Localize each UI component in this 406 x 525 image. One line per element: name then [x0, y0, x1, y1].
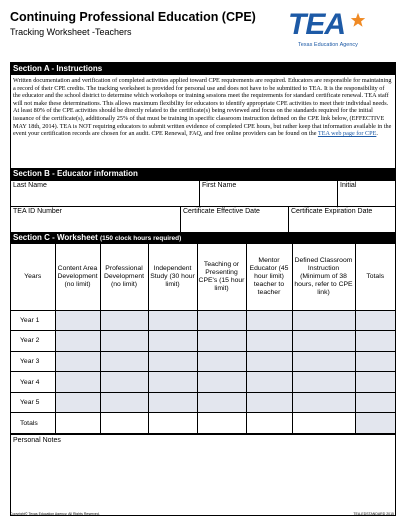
hours-cell[interactable]: [246, 331, 292, 352]
id-row: [11, 206, 395, 232]
row-label: Year 4: [11, 372, 55, 393]
total-cell[interactable]: [355, 331, 395, 352]
hours-cell[interactable]: [292, 351, 355, 372]
hours-cell[interactable]: [292, 392, 355, 413]
hours-cell[interactable]: [197, 310, 246, 331]
cpe-worksheet-table: [11, 244, 395, 434]
footer-form-id: TEA-EDSTANDARD 2015: [353, 512, 394, 516]
total-cell[interactable]: [355, 372, 395, 393]
table-row: [11, 331, 395, 352]
total-cell[interactable]: [355, 392, 395, 413]
document-title: Continuing Professional Education (CPE): [10, 10, 256, 24]
total-cell[interactable]: [148, 413, 197, 434]
row-label: Year 5: [11, 392, 55, 413]
row-label: Year 3: [11, 351, 55, 372]
hours-cell[interactable]: [148, 331, 197, 352]
name-row: [11, 180, 395, 206]
effective-date-label: Certificate Effective Date: [183, 208, 260, 215]
table-row: [11, 392, 395, 413]
section-c-title: Section C - Worksheet: [13, 233, 98, 242]
logo-text: TEA: [288, 8, 345, 41]
cpe-form: [10, 62, 396, 516]
hours-cell[interactable]: [197, 351, 246, 372]
total-cell[interactable]: [246, 413, 292, 434]
total-cell[interactable]: [100, 413, 148, 434]
hours-cell[interactable]: [246, 372, 292, 393]
total-cell[interactable]: [197, 413, 246, 434]
hours-cell[interactable]: [55, 351, 100, 372]
hours-cell[interactable]: [292, 310, 355, 331]
tea-id-field[interactable]: [11, 207, 180, 232]
tea-logo: [288, 10, 396, 62]
cpe-web-page-link[interactable]: TEA web page for CPE: [317, 130, 377, 138]
total-cell[interactable]: [355, 310, 395, 331]
personal-notes-field[interactable]: [11, 434, 395, 515]
hours-cell[interactable]: [246, 351, 292, 372]
hours-cell[interactable]: [100, 392, 148, 413]
document-subtitle: Tracking Worksheet -Teachers: [10, 27, 132, 37]
hours-cell[interactable]: [148, 372, 197, 393]
worksheet-header-row: [11, 244, 395, 310]
total-cell[interactable]: [55, 413, 100, 434]
row-label: Year 1: [11, 310, 55, 331]
col-header-totals: Totals: [355, 244, 395, 310]
hours-cell[interactable]: [197, 372, 246, 393]
section-a-heading: Section A - Instructions: [11, 63, 395, 75]
hours-cell[interactable]: [55, 392, 100, 413]
hours-cell[interactable]: [246, 392, 292, 413]
row-label: Year 2: [11, 331, 55, 352]
hours-cell[interactable]: [55, 310, 100, 331]
hours-cell[interactable]: [148, 310, 197, 331]
hours-cell[interactable]: [100, 310, 148, 331]
expiration-date-field[interactable]: [288, 207, 395, 232]
col-header-independent-study: Independent Study (30 hour limit): [148, 244, 197, 310]
hours-cell[interactable]: [100, 331, 148, 352]
hours-cell[interactable]: [246, 310, 292, 331]
hours-cell[interactable]: [292, 331, 355, 352]
effective-date-field[interactable]: [180, 207, 288, 232]
expiration-date-label: Certificate Expiration Date: [291, 208, 373, 215]
col-header-mentor-educator: Mentor Educator (45 hour limit) teacher to teacher: [246, 244, 292, 310]
tea-id-label: TEA ID Number: [13, 208, 63, 215]
table-row-totals: [11, 413, 395, 434]
hours-cell[interactable]: [197, 392, 246, 413]
col-header-teaching-presenting: Teaching or Presenting CPE's (15 hour limit): [197, 244, 246, 310]
col-header-professional-development: Professional Development (no limit): [100, 244, 148, 310]
hours-cell[interactable]: [55, 331, 100, 352]
total-cell[interactable]: [292, 413, 355, 434]
personal-notes-label: Personal Notes: [13, 437, 61, 445]
initial-label: Initial: [340, 182, 357, 189]
section-c-note: (150 clock hours required): [100, 235, 182, 242]
hours-cell[interactable]: [148, 392, 197, 413]
col-header-defined-classroom: Defined Classroom Instruction (Minimum of 38 hours, refer to CPE link): [292, 244, 355, 310]
hours-cell[interactable]: [55, 372, 100, 393]
first-name-label: First Name: [202, 182, 237, 189]
hours-cell[interactable]: [197, 331, 246, 352]
hours-cell[interactable]: [148, 351, 197, 372]
document-header: [10, 10, 396, 62]
hours-cell[interactable]: [292, 372, 355, 393]
instructions-end: .: [376, 130, 378, 138]
last-name-label: Last Name: [13, 182, 47, 189]
instructions-body: Written documentation and verification of completed activities applied toward CPE requirements are required. Educators are responsible for maintaining a record of their CPE credits. The tracking worksheet is provided for personal use and does not have to be submitted to TEA. It is the responsibility of the educator and the school district to determine which workshops or training sessions meet the requirements for standard certificate renewal. TEA staff will not make these determinations. This allows maximum flexibility for educators to identify appropriate CPE activities to meet their individual needs. At least 80% of the CPE activities should be directly related to the certificate(s) being reviewed and focus on the standards required for the initial issuance of the certificate(s), additionally 25% of that must be training in specific classroom instruction defined on the CPE link below, (EFFECTIVE MAY 18th, 2014). TEA is NOT requiring educators to submit written evidence of completed CPE hours, but rather keep that information available in the event your certification records are chosen for an audit. CPE Renewal, FAQ, and free online providers can be found on the: [13, 77, 392, 138]
total-cell[interactable]: [355, 351, 395, 372]
last-name-field[interactable]: [11, 181, 199, 206]
initial-field[interactable]: [337, 181, 395, 206]
footer-copyright: Copyright© Texas Education Agency. All Rights Reserved.: [10, 512, 100, 516]
section-b-heading: Section B - Educator information: [11, 168, 395, 180]
hours-cell[interactable]: [100, 351, 148, 372]
star-icon: [350, 12, 366, 28]
grand-total-cell[interactable]: [355, 413, 395, 434]
row-label: Totals: [11, 413, 55, 434]
instructions-text: [11, 75, 395, 168]
table-row: [11, 351, 395, 372]
col-header-years: Years: [11, 244, 55, 310]
section-c-heading: [11, 232, 395, 244]
table-row: [11, 310, 395, 331]
hours-cell[interactable]: [100, 372, 148, 393]
col-header-content-area: Content Area Development (no limit): [55, 244, 100, 310]
table-row: [11, 372, 395, 393]
first-name-field[interactable]: [199, 181, 337, 206]
logo-subtitle: Texas Education Agency: [298, 42, 358, 48]
